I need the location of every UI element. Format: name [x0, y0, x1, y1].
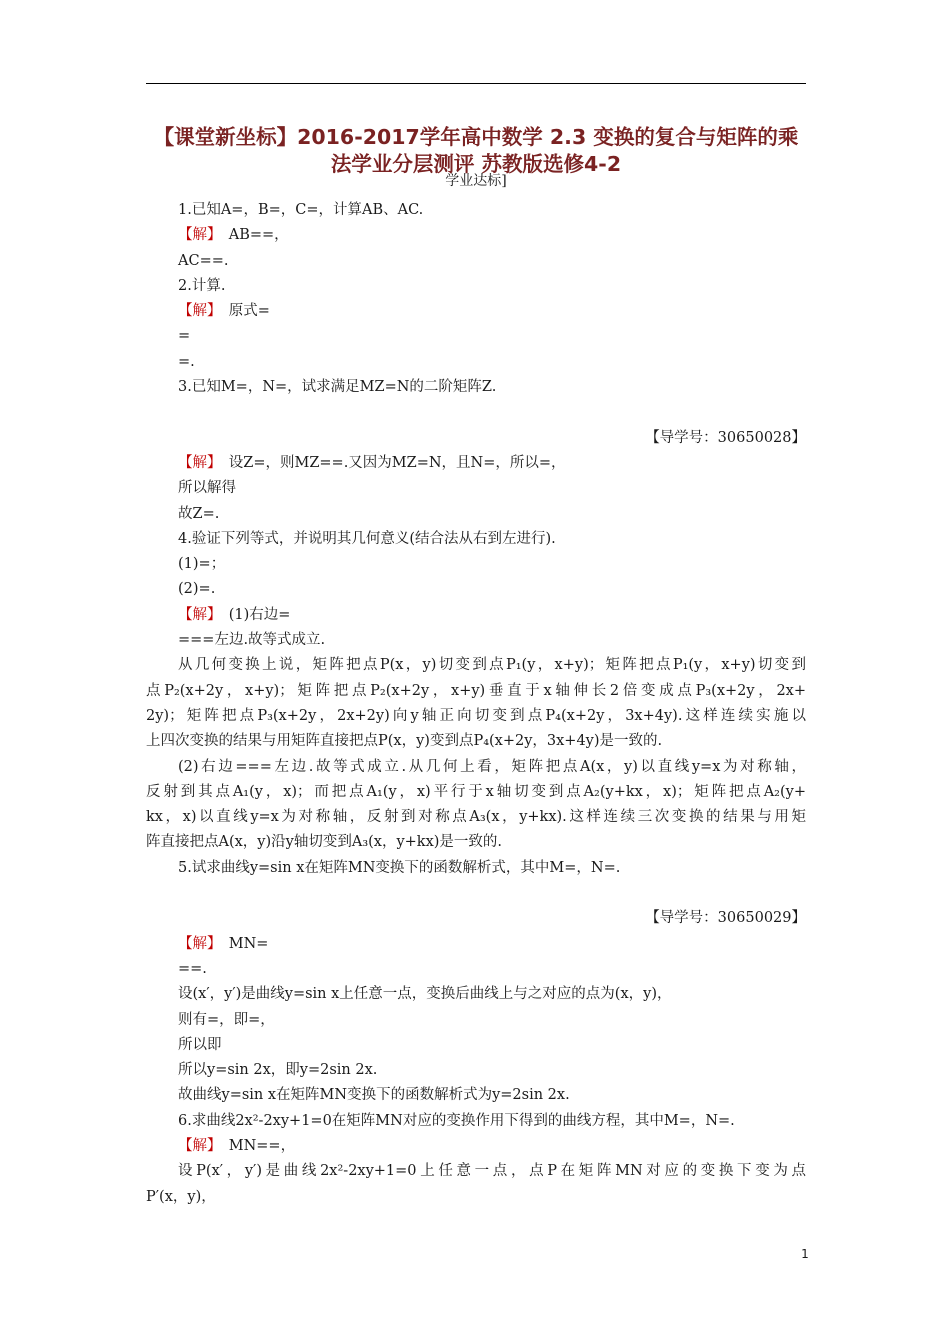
text-line — [146, 906, 806, 931]
page-number: 1 — [801, 1247, 809, 1261]
text-line — [146, 957, 806, 982]
text-line — [146, 1008, 806, 1033]
line-text: 设P(x′，y′)是曲线2x²-2xy+1=0上任意一点，点P在矩阵MN对应的变换下变为点 — [178, 1163, 806, 1180]
solution-label: 【解】 — [178, 227, 215, 244]
blank-line — [146, 881, 806, 906]
line-text: 【导学号：30650029】 — [645, 910, 806, 927]
text-line — [146, 249, 806, 274]
text-line — [146, 729, 806, 754]
document-title — [146, 124, 806, 178]
text-line — [146, 274, 806, 299]
line-text: AB==， — [214, 227, 289, 244]
text-line — [146, 805, 806, 830]
line-text: 原式= — [214, 303, 270, 320]
text-line — [146, 1109, 806, 1134]
document-body — [146, 198, 806, 1210]
text-line — [146, 1185, 806, 1210]
text-line — [146, 350, 806, 375]
line-text: 2y)；矩阵把点P₃(x+2y，2x+2y)向y轴正向切变到点P₄(x+2y，3x+4y).这样连续实施以 — [146, 707, 806, 724]
solution-label: 【解】 — [178, 454, 215, 471]
solution-label: 【解】 — [178, 1137, 215, 1154]
solution-label: 【解】 — [178, 303, 215, 320]
line-text: 设Z=，则MZ==.又因为MZ=N，且N=，所以=， — [214, 454, 566, 471]
text-line — [146, 856, 806, 881]
line-text: ==. — [178, 960, 207, 977]
line-text: 反射到其点A₁(y，x)；而把点A₁(y，x)平行于x轴切变到点A₂(y+kx，x)；矩阵把点A₂(y+ — [146, 783, 806, 800]
line-text: 上四次变换的结果与用矩阵直接把点P(x，y)变到点P₄(x+2y，3x+4y)是一致的. — [146, 733, 663, 750]
line-text: MN= — [214, 935, 269, 952]
line-text: (2)=. — [178, 581, 216, 598]
line-text: 故曲线y=sin x在矩阵MN变换下的函数解析式为y=2sin 2x. — [178, 1087, 570, 1104]
line-text: MN==， — [214, 1137, 296, 1154]
text-line — [146, 527, 806, 552]
line-text: (1)=； — [178, 556, 226, 573]
text-line — [146, 198, 806, 223]
line-text: 故Z=. — [178, 505, 220, 522]
line-text: AC==. — [178, 252, 229, 269]
header-rule — [146, 83, 806, 84]
line-text: 点P₂(x+2y，x+y)；矩阵把点P₂(x+2y，x+y)垂直于x轴伸长2倍变成点P₃(x+2y，2x+ — [146, 682, 806, 699]
text-line — [146, 982, 806, 1007]
text-line — [146, 679, 806, 704]
text-line — [146, 830, 806, 855]
text-line — [146, 223, 806, 248]
text-line — [146, 552, 806, 577]
text-line — [146, 324, 806, 349]
text-line — [146, 426, 806, 451]
line-text: 阵直接把点A(x，y)沿y轴切变到A₃(x，y+kx)是一致的. — [146, 834, 503, 851]
solution-label: 【解】 — [178, 935, 215, 952]
line-text: kx，x)以直线y=x为对称轴，反射到对称点A₃(x，y+kx).这样连续三次变换的结果与用矩 — [146, 809, 806, 826]
text-line — [146, 577, 806, 602]
text-line — [146, 780, 806, 805]
line-text: 1.已知A=，B=，C=，计算AB、AC. — [178, 202, 424, 218]
text-line — [146, 653, 806, 678]
line-text: 4.验证下列等式，并说明其几何意义(结合法从右到左进行). — [178, 530, 556, 547]
text-line — [146, 451, 806, 476]
line-text: 2.计算. — [178, 277, 226, 294]
text-line — [146, 704, 806, 729]
text-line — [146, 1058, 806, 1083]
line-text: P′(x，y)， — [146, 1188, 216, 1205]
text-line — [146, 299, 806, 324]
text-line — [146, 502, 806, 527]
line-text: =. — [178, 353, 195, 370]
text-line — [146, 1033, 806, 1058]
line-text: 从几何变换上说，矩阵把点P(x，y)切变到点P₁(y，x+y)；矩阵把点P₁(y，x+y)切变到 — [178, 657, 806, 674]
line-text: 则有=，即=， — [178, 1011, 275, 1028]
line-text: 3.已知M=，N=，试求满足MZ=N的二阶矩阵Z. — [178, 379, 497, 396]
line-text: ===左边.故等式成立. — [178, 632, 326, 649]
title-line-2: 法学业分层测评 苏教版选修4-2 — [330, 152, 622, 176]
line-text: (2)右边===左边.故等式成立.从几何上看，矩阵把点A(x，y)以直线y=x为对称轴， — [178, 758, 806, 775]
line-text: 【导学号：30650028】 — [645, 429, 806, 446]
line-text: 所以即 — [178, 1036, 222, 1053]
text-line — [146, 1159, 806, 1184]
line-text: 所以y=sin 2x，即y=2sin 2x. — [178, 1062, 378, 1079]
text-line — [146, 755, 806, 780]
text-line — [146, 375, 806, 400]
line-text: 所以解得 — [178, 480, 236, 497]
text-line — [146, 628, 806, 653]
text-line — [146, 1083, 806, 1108]
text-line — [146, 476, 806, 501]
line-text: (1)右边= — [214, 606, 291, 623]
text-line — [146, 603, 806, 628]
blank-line — [146, 400, 806, 425]
line-text: 5.试求曲线y=sin x在矩阵MN变换下的函数解析式，其中M=，N=. — [178, 859, 621, 876]
solution-label: 【解】 — [178, 606, 215, 623]
line-text: = — [178, 328, 191, 345]
title-line-1: 【课堂新坐标】2016-2017学年高中数学 2.3 变换的复合与矩阵的乘 — [153, 125, 799, 149]
text-line — [146, 932, 806, 957]
text-line — [146, 1134, 806, 1159]
line-text: 6.求曲线2x²-2xy+1=0在矩阵MN对应的变换作用下得到的曲线方程，其中M=，N=. — [178, 1112, 735, 1129]
line-text: 设(x′，y′)是曲线y=sin x上任意一点，变换后曲线上与之对应的点为(x，y)， — [178, 986, 672, 1003]
section-subtitle: 学业达标] — [445, 173, 507, 189]
